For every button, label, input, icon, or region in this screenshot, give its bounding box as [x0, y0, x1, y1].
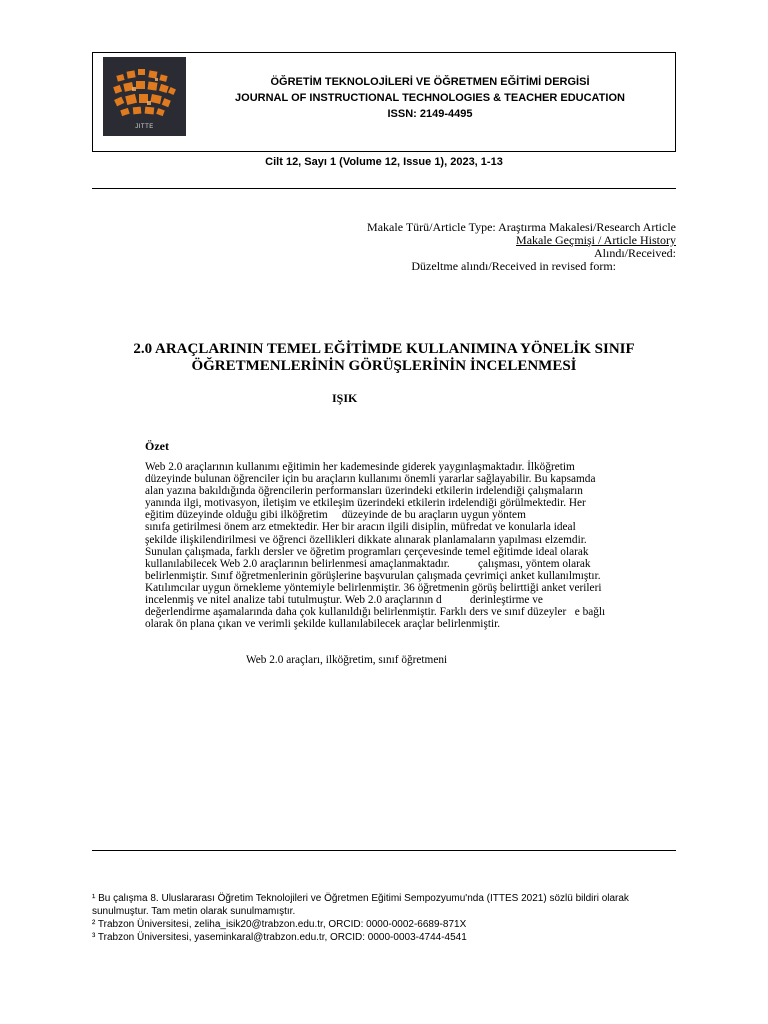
abstract-line: Sunulan çalışmada, farklı dersler ve öğretim programları çerçevesinde temel eğitimde ideal olarak — [145, 545, 589, 558]
journal-logo — [103, 57, 186, 136]
footnote-1-cont: sunulmuştur. Tam metin olarak sunulmamıştır. — [92, 906, 296, 917]
abstract-line: Katılımcılar uygun örnekleme yöntemiyle belirlenmiştir. 36 öğretmenin görüş belirttiği anket verileri — [145, 581, 602, 594]
abstract-line: olarak ön plana çıkan ve verimli şekilde kullanılabilecek araçlar belirlenmiştir. — [145, 618, 501, 631]
abstract-line: kullanılabilecek Web 2.0 araçlarının belirlenmesi amaçlanmaktadır. çalışması, yöntem olarak — [145, 557, 591, 570]
abstract-line: belirlenmiştir. Sınıf öğretmenlerinin görüşlerine başvurulan çalışmada çevrimiçi anket kullanılmıştır. — [145, 569, 601, 582]
abstract-heading: Özet — [145, 439, 169, 453]
article-type: Makale Türü/Article Type: Araştırma Makalesi/Research Article — [367, 220, 676, 234]
abstract-line: alan yazına bakıldığında öğrencilerin performansları üzerindeki etkilerin irdelendiği çalışmaların — [145, 485, 583, 498]
journal-issn: ISSN: 2149-4495 — [387, 108, 473, 120]
volume-line: Cilt 12, Sayı 1 (Volume 12, Issue 1), 2023, 1-13 — [265, 156, 503, 168]
footnotes — [92, 892, 682, 944]
abstract-line: incelenmiş ve nitel analize tabi tutulmuştur. Web 2.0 araçlarının d derinleştirme ve — [145, 594, 543, 607]
article-history: Makale Geçmişi / Article History — [516, 233, 676, 247]
journal-title-en: JOURNAL OF INSTRUCTIONAL TECHNOLOGIES & TEACHER EDUCATION — [235, 92, 625, 104]
abstract-body — [145, 461, 623, 630]
header-divider — [92, 188, 676, 189]
article-title — [92, 341, 676, 375]
abstract-line: yanında ilgi, motivasyon, iletişim ve etkileşim üzerindeki etkilerin irdelendiği görülmektedir. Her — [145, 497, 586, 510]
footnote-2: ² Trabzon Üniversitesi, zeliha_isik20@trabzon.edu.tr, ORCID: 0000-0002-6689-871X — [92, 919, 467, 930]
author-name: IŞIK — [332, 391, 358, 405]
logo-label: JITTE — [135, 124, 154, 130]
keywords: Web 2.0 araçları, ilköğretim, sınıf öğretmeni — [246, 654, 448, 666]
article-meta — [216, 221, 676, 273]
footnote-1: ¹ Bu çalışma 8. Uluslararası Öğretim Teknolojileri ve Öğretmen Eğitimi Sempozyumu'nda (ITTES 2021) sözlü bildiri olarak — [92, 893, 629, 904]
journal-title-block — [190, 74, 670, 122]
abstract-line: düzeyinde bulunan öğrenciler için bu araçların kullanımı önemli yararlar sağlayabilir. Bu kapsamda — [145, 473, 596, 486]
abstract-line: şekilde ilişkilendirilmesi ve öğrenci özellikleri dikkate alınarak planlamaların yapılması elzemdir. — [145, 533, 587, 546]
footnote-3: ³ Trabzon Üniversitesi, yaseminkaral@trabzon.edu.tr, ORCID: 0000-0003-4744-4541 — [92, 932, 467, 943]
abstract-line: değerlendirme aşamalarında daha çok kullanıldığı belirlenmiştir. Farklı ders ve sınıf düzeyler e bağlı — [145, 606, 606, 619]
footnote-divider — [92, 850, 676, 851]
received-date: Alındı/Received: — [594, 246, 676, 260]
article-title-line-1: 2.0 ARAÇLARININ TEMEL EĞİTİMDE KULLANIMINA YÖNELİK SINIF — [133, 341, 635, 357]
article-title-line-2: ÖĞRETMENLERİNİN GÖRÜŞLERİNİN İNCELENMESİ — [191, 358, 577, 374]
abstract-line: eğitim düzeyinde olduğu gibi ilköğretim düzeyinde de bu araçların uygun yöntem — [145, 509, 526, 522]
abstract-line: Web 2.0 araçlarının kullanımı eğitimin her kademesinde giderek yaygınlaşmaktadır. İlköğretim — [145, 461, 575, 473]
revised-date: Düzeltme alındı/Received in revised form: — [411, 259, 616, 273]
abstract-line: sınıfa getirilmesi önem arz etmektedir. Her bir aracın ilgili disiplin, müfredat ve konularla ideal — [145, 521, 576, 534]
journal-title-tr: ÖĞRETİM TEKNOLOJİLERİ VE ÖĞRETMEN EĞİTİMİ DERGİSİ — [270, 76, 590, 88]
